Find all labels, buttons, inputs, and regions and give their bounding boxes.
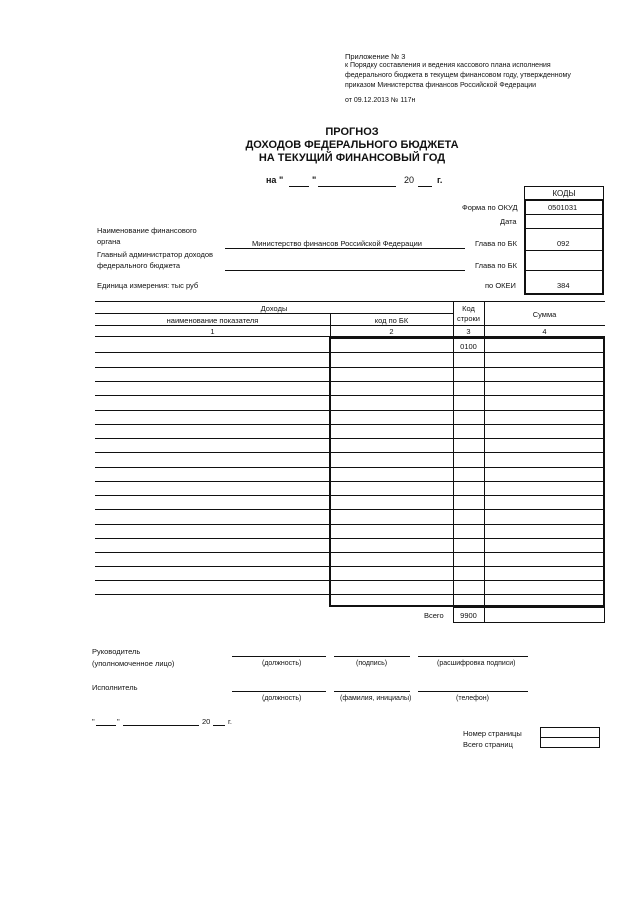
- col-num-4: 4: [542, 327, 547, 336]
- col-code-2: строки: [457, 314, 480, 323]
- fin-org-underline: [225, 248, 465, 249]
- head-decoding-caption: (расшифровка подписи): [437, 660, 516, 667]
- okud-value: 0501031: [548, 203, 578, 212]
- table-row-line: [95, 367, 605, 368]
- table-top-border: [95, 301, 605, 302]
- date-na: на ": [266, 175, 284, 185]
- bottom-date-g: г.: [228, 717, 232, 726]
- table-row-line: [95, 381, 605, 382]
- table-row-line: [95, 352, 605, 353]
- title-line3: НА ТЕКУЩИЙ ФИНАНСОВЫЙ ГОД: [258, 152, 446, 164]
- admin-label-1: Главный администратор доходов: [97, 250, 214, 259]
- date-month-line: [318, 186, 396, 187]
- appendix-line1: Приложение № 3: [345, 52, 406, 61]
- bottom-date-day-line: [96, 725, 116, 726]
- table-row-line: [95, 524, 605, 525]
- date-year-prefix: 20: [404, 175, 415, 185]
- table-row-line: [95, 438, 605, 439]
- exec-position-caption: (должность): [262, 695, 302, 702]
- executor-label: Исполнитель: [92, 683, 138, 692]
- table-row-line: [95, 495, 605, 496]
- fin-org-value: Министерство финансов Российской Федерации: [252, 239, 422, 248]
- col-name: наименование показателя: [166, 316, 259, 325]
- exec-phone-caption: (телефон): [456, 695, 489, 702]
- table-row-line: [95, 410, 605, 411]
- date-year-line: [418, 186, 432, 187]
- date-year-suffix: г.: [437, 175, 443, 185]
- col-num-3: 3: [466, 327, 471, 336]
- col-num-1: 1: [210, 327, 215, 336]
- admin-underline: [225, 270, 465, 271]
- unit-label: Единица измерения: тыс руб: [97, 281, 199, 290]
- exec-phone-line: [418, 691, 528, 692]
- bottom-date-quote-2: ": [117, 717, 120, 726]
- exec-position-line: [232, 691, 326, 692]
- codes-row-divider: [526, 228, 602, 229]
- okud-label: Форма по ОКУД: [462, 203, 518, 212]
- okei-label: по ОКЕИ: [485, 281, 516, 290]
- table-row-line: [95, 395, 605, 396]
- table-row-line: [95, 594, 605, 595]
- col-income: Доходы: [260, 304, 288, 313]
- col-kbk: код по БК: [374, 316, 409, 325]
- fin-org-label-1: Наименование финансового: [97, 226, 197, 235]
- bottom-date-quote-1: ": [92, 717, 95, 726]
- head-signature-line: [334, 656, 410, 657]
- col-num-2: 2: [389, 327, 394, 336]
- total-pages-label: Всего страниц: [463, 740, 513, 749]
- okei-value: 384: [557, 281, 570, 290]
- table-header-divider2: [95, 325, 605, 326]
- admin-label-2: федерального бюджета: [97, 261, 181, 270]
- table-row-line: [95, 538, 605, 539]
- title-line2: ДОХОДОВ ФЕДЕРАЛЬНОГО БЮДЖЕТА: [245, 139, 459, 151]
- col-sum: Сумма: [532, 310, 557, 319]
- head-signature-caption: (подпись): [356, 660, 388, 667]
- glava1-value: 092: [557, 239, 570, 248]
- head-position-line: [232, 656, 326, 657]
- title-line1: ПРОГНОЗ: [325, 126, 379, 138]
- total-pages-box: [540, 737, 600, 748]
- table-row-line: [95, 580, 605, 581]
- head-label-1: Руководитель: [92, 647, 141, 656]
- table-row-line: [95, 552, 605, 553]
- page-number-label: Номер страницы: [463, 729, 522, 738]
- codes-header-cell: [524, 186, 604, 200]
- table-header-divider: [95, 313, 453, 314]
- date-day-line: [289, 186, 309, 187]
- appendix-line3: федерального бюджета в текущем финансовом году, утвержденному: [345, 72, 571, 79]
- bottom-date-year-line: [213, 725, 225, 726]
- col-code-1: Код: [462, 304, 475, 313]
- table-row-line: [95, 509, 605, 510]
- appendix-line2: к Порядку составления и ведения кассового плана исполнения: [345, 62, 551, 69]
- appendix-order: от 09.12.2013 № 117н: [345, 97, 416, 104]
- table-row-line: [95, 467, 605, 468]
- exec-fio-caption: (фамилия, инициалы): [340, 695, 412, 702]
- codes-row-divider: [526, 250, 602, 251]
- bottom-date-year: 20: [202, 717, 211, 726]
- table-row-line: [95, 566, 605, 567]
- table-row-line: [95, 481, 605, 482]
- first-row-code: 0100: [460, 342, 477, 351]
- codes-header: КОДЫ: [552, 189, 576, 198]
- codes-row-divider: [526, 270, 602, 271]
- head-position-caption: (должность): [262, 660, 302, 667]
- bottom-date-month-line: [123, 725, 199, 726]
- glava1-label: Глава по БК: [475, 239, 517, 248]
- head-decoding-line: [418, 656, 528, 657]
- date-quote: ": [312, 175, 317, 185]
- fin-org-label-2: органа: [97, 237, 121, 246]
- table-row-line: [95, 452, 605, 453]
- head-label-2: (уполномоченное лицо): [92, 659, 175, 668]
- date-label: Дата: [500, 217, 517, 226]
- appendix-line4: приказом Министерства финансов Российской Федерации: [345, 82, 537, 89]
- total-label: Всего: [424, 611, 444, 620]
- codes-row-divider: [526, 214, 602, 215]
- glava2-label: Глава по БК: [475, 261, 517, 270]
- total-code: 9900: [460, 611, 477, 620]
- exec-fio-line: [334, 691, 410, 692]
- table-row-line: [95, 424, 605, 425]
